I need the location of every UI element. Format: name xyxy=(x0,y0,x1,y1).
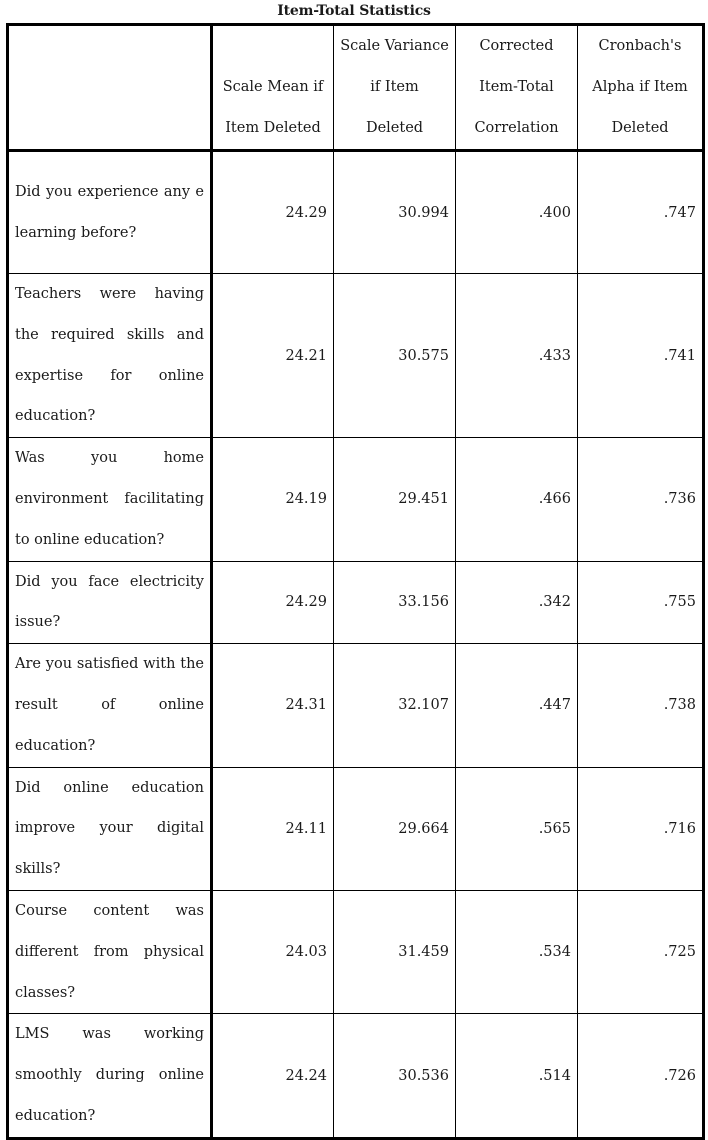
cell-scale-mean: 24.21 xyxy=(212,274,334,438)
cell-scale-mean: 24.29 xyxy=(212,151,334,274)
header-item-blank xyxy=(8,25,212,151)
cell-alpha: .725 xyxy=(578,890,704,1013)
header-row xyxy=(8,25,704,151)
cell-correlation: .433 xyxy=(456,274,578,438)
table-row xyxy=(8,644,704,767)
cell-scale-variance: 33.156 xyxy=(334,561,456,644)
cell-correlation: .400 xyxy=(456,151,578,274)
cell-scale-variance: 29.451 xyxy=(334,438,456,561)
row-item-label: Did you experience any e learning before? xyxy=(8,151,212,274)
table-title: Item-Total Statistics xyxy=(277,3,431,19)
table-row xyxy=(8,1014,704,1138)
cell-correlation: .565 xyxy=(456,767,578,890)
cell-alpha: .738 xyxy=(578,644,704,767)
table-row xyxy=(8,438,704,561)
cell-alpha: .726 xyxy=(578,1014,704,1138)
table-row xyxy=(8,890,704,1013)
cell-alpha: .741 xyxy=(578,274,704,438)
cell-scale-variance: 30.536 xyxy=(334,1014,456,1138)
cell-alpha: .716 xyxy=(578,767,704,890)
cell-alpha: .747 xyxy=(578,151,704,274)
cell-scale-variance: 32.107 xyxy=(334,644,456,767)
row-item-label: Teachers were having the required skills and expertise for online education? xyxy=(8,274,212,438)
table-row xyxy=(8,767,704,890)
cell-scale-variance: 31.459 xyxy=(334,890,456,1013)
row-item-label: Are you satisfied with the result of online education? xyxy=(8,644,212,767)
header-scale-mean: Scale Mean if Item Deleted xyxy=(212,25,334,151)
header-corrected-correlation: Corrected Item-Total Correlation xyxy=(456,25,578,151)
cell-correlation: .342 xyxy=(456,561,578,644)
cell-scale-mean: 24.11 xyxy=(212,767,334,890)
table-row xyxy=(8,561,704,644)
header-cronbach-alpha: Cronbach's Alpha if Item Deleted xyxy=(578,25,704,151)
row-item-label: Did online education improve your digital skills? xyxy=(8,767,212,890)
cell-scale-variance: 30.575 xyxy=(334,274,456,438)
cell-scale-mean: 24.24 xyxy=(212,1014,334,1138)
table-row xyxy=(8,274,704,438)
row-item-label: Course content was different from physical classes? xyxy=(8,890,212,1013)
cell-correlation: .447 xyxy=(456,644,578,767)
cell-correlation: .534 xyxy=(456,890,578,1013)
cell-scale-variance: 29.664 xyxy=(334,767,456,890)
row-item-label: Was you home environment facilitating to online education? xyxy=(8,438,212,561)
cell-correlation: .466 xyxy=(456,438,578,561)
header-scale-variance: Scale Variance if Item Deleted xyxy=(334,25,456,151)
table-row xyxy=(8,151,704,274)
cell-scale-mean: 24.19 xyxy=(212,438,334,561)
row-item-label: Did you face electricity issue? xyxy=(8,561,212,644)
cell-alpha: .755 xyxy=(578,561,704,644)
cell-scale-mean: 24.29 xyxy=(212,561,334,644)
cell-alpha: .736 xyxy=(578,438,704,561)
row-item-label: LMS was working smoothly during online education? xyxy=(8,1014,212,1138)
cell-scale-variance: 30.994 xyxy=(334,151,456,274)
item-total-statistics-table xyxy=(6,23,705,1140)
cell-correlation: .514 xyxy=(456,1014,578,1138)
cell-scale-mean: 24.03 xyxy=(212,890,334,1013)
cell-scale-mean: 24.31 xyxy=(212,644,334,767)
